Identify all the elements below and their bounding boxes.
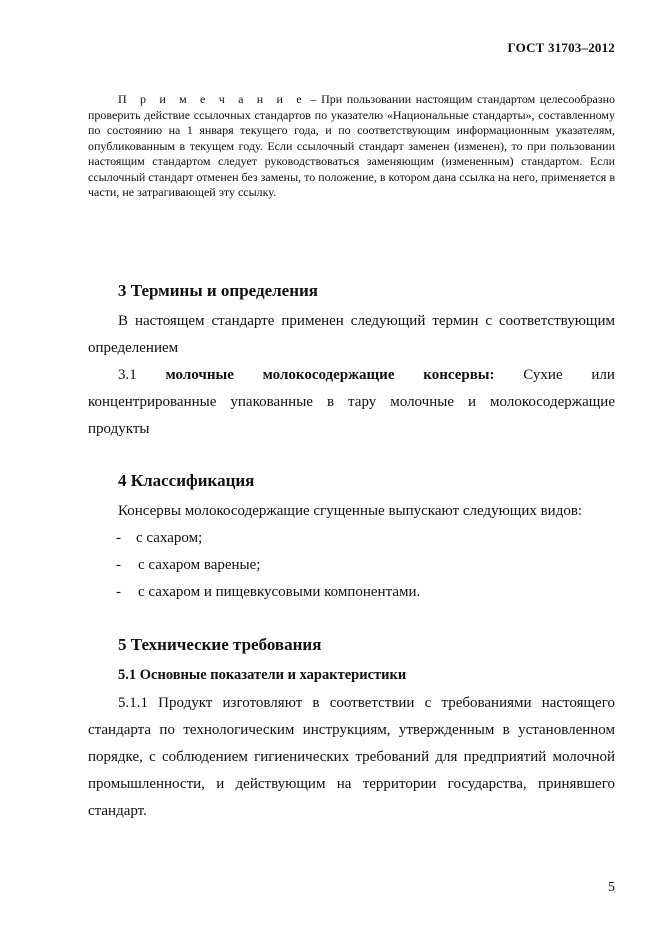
term-number: 3.1 xyxy=(118,367,137,383)
term-word-1: молочные xyxy=(165,367,234,383)
list-item-text: с сахаром вареные; xyxy=(138,557,261,573)
list-item xyxy=(116,557,260,574)
page-number: 5 xyxy=(608,880,615,895)
term-def-1: Сухие xyxy=(523,367,563,383)
term-word-2: молокосодержащие xyxy=(262,367,395,383)
note-paragraph xyxy=(88,92,615,201)
note-label: П р и м е ч а н и е xyxy=(118,92,306,106)
term-definition-rest: концентрированные упакованные в тару молочные и молокосодержащие продукты xyxy=(88,394,615,437)
list-item xyxy=(116,584,420,601)
list-item-text: с сахаром; xyxy=(136,530,203,546)
list-dash: - xyxy=(116,530,121,546)
section-5-1-subheading: 5.1 Основные показатели и характеристики xyxy=(118,667,407,683)
section-5-1-1-paragraph: 5.1.1 Продукт изготовляют в соответствии с требованиями настоящего стандарта по технологическим инструкциям, утвержденным в установленном порядке, с соблюдением гигиенических требований для предприятий молочной промышленности, и действующим на территории государства, принявшего стандарт. xyxy=(88,695,615,819)
section-5-heading: 5 Технические требования xyxy=(118,635,322,654)
section-4-intro: Консервы молокосодержащие сгущенные выпускают следующих видов: xyxy=(118,503,583,519)
term-definition-first-line xyxy=(88,362,615,389)
term-word-3: консервы: xyxy=(423,367,495,383)
standard-code-header: ГОСТ 31703–2012 xyxy=(507,40,615,55)
list-item-text: с сахаром и пищевкусовыми компонентами. xyxy=(138,584,421,600)
note-text: – При пользовании настоящим стандартом целесообразно проверить действие ссылочных стандартов по указателю «Национальные стандарты», составленному по состоянию на 1 января текущего года, и по соответствующим информационным указателям, опубликованным в текущем году. Если ссылочный стандарт заменен (изменен), то при пользовании настоящим стандартом следует руководствоваться заменяющим (измененным) стандартом. Если ссылочный стандарт отменен без замены, то положение, в котором дана ссылка на него, применяется в части, не затрагивающей эту ссылку. xyxy=(88,92,615,199)
term-def-2: или xyxy=(591,367,615,383)
section-3-intro: В настоящем стандарте применен следующий термин с соответствующим определением xyxy=(88,313,615,356)
list-item xyxy=(116,530,202,547)
section-4-heading: 4 Классификация xyxy=(118,471,255,490)
list-dash: - xyxy=(116,557,121,573)
list-dash: - xyxy=(116,584,121,600)
section-3-heading: 3 Термины и определения xyxy=(118,281,319,300)
